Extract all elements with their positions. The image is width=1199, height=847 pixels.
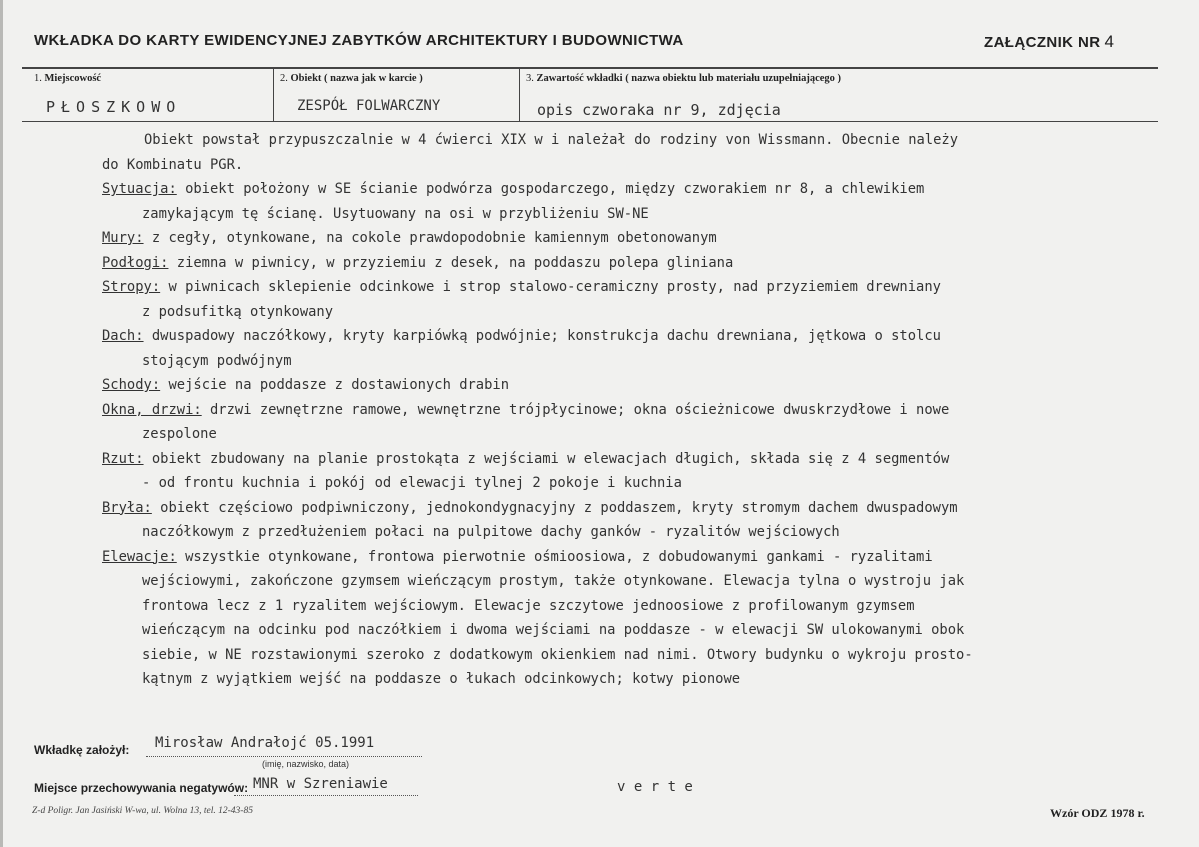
verte-note: v e r t e <box>617 779 693 795</box>
storage-dotted-line <box>234 795 418 796</box>
schody-text: wejście na poddasze z dostawionych drabin <box>160 377 510 393</box>
rzut-line-2: - od frontu kuchnia i pokój od elewacji tylnej 2 pokoje i kuchnia <box>142 475 682 491</box>
elewacje-text-1: wszystkie otynkowane, frontowa pierwotnie ośmioosiowa, z dobudowanymi gankami - ryzalitami <box>176 548 933 565</box>
sytuacja-heading: Sytuacja: <box>102 181 177 197</box>
bryla-text-1: obiekt częściowo podpiwniczony, jednokondygnacyjny z poddaszem, kryty stromym dachem dwuspadowym <box>151 499 958 516</box>
okna-heading: Okna, drzwi: <box>102 401 202 418</box>
field-1-num: 1. <box>34 73 42 84</box>
field-1-title: Miejscowość <box>44 73 102 84</box>
okna-line-2: zespolone <box>142 426 217 442</box>
rzut-text-1: obiekt zbudowany na planie prostokąta z wejściami w elewacjach długich, składa się z 4 segmentów <box>143 450 950 467</box>
printer-imprint: Z-d Poligr. Jan Jasiński W-wa, ul. Wolna 13, tel. 12-43-85 <box>32 806 253 816</box>
bryla-line-1 <box>102 496 1142 521</box>
author-label: Wkładkę założył: <box>34 743 130 757</box>
intro-line-2: do Kombinatu PGR. <box>102 156 244 173</box>
field-3-label <box>526 73 841 84</box>
mury-heading: Mury: <box>102 230 144 246</box>
rzut-heading: Rzut: <box>102 450 144 467</box>
rzut-line-1 <box>102 447 1142 472</box>
field-2-hint: ( nazwa jak w karcie ) <box>324 73 423 84</box>
table-top-rule <box>22 67 1158 69</box>
field-2-title: Obiekt <box>290 73 322 84</box>
okna-line-1 <box>102 398 1142 423</box>
elewacje-line-1 <box>102 545 1142 570</box>
dach-line-2: stojącym podwójnym <box>142 352 292 369</box>
schody-line <box>102 373 1142 398</box>
schody-heading: Schody: <box>102 377 161 393</box>
elewacje-line-5: siebie, w NE rozstawionymi szeroko z dodatkowym okienkiem nad nimi. Otwory budynku o wykroju prosto- <box>142 646 973 663</box>
stropy-heading: Stropy: <box>102 279 161 295</box>
stropy-line-1 <box>102 275 1142 300</box>
table-divider-2 <box>519 67 520 122</box>
bryla-heading: Bryła: <box>102 499 152 516</box>
mury-text: z cegły, otynkowane, na cokole prawdopodobnie kamiennym obetonowanym <box>143 230 717 246</box>
author-dotted-line <box>146 756 422 757</box>
intro-line-1: Obiekt powstał przypuszczalnie w 4 ćwierci XIX w i należał do rodziny von Wissmann. Obecnie należy <box>144 132 959 148</box>
podlogi-line <box>102 251 1142 276</box>
field-2-num: 2. <box>280 73 288 84</box>
field-2-label <box>280 73 423 84</box>
mury-line <box>102 226 1142 251</box>
dach-heading: Dach: <box>102 328 144 344</box>
dach-line-1 <box>102 324 1142 349</box>
field-1-label <box>34 73 101 84</box>
sytuacja-line-1 <box>102 177 1142 202</box>
stropy-line-2: z podsufitką otynkowany <box>142 303 334 320</box>
okna-text-1: drzwi zewnętrzne ramowe, wewnętrzne trójpłycinowe; okna ościeżnicowe dwuskrzydłowe i nowe <box>201 401 950 418</box>
podlogi-heading: Podłogi: <box>102 254 169 271</box>
table-bottom-rule <box>22 121 1158 122</box>
description-body <box>102 128 1142 692</box>
podlogi-text: ziemna w piwnicy, w przyziemiu z desek, na poddaszu polepa gliniana <box>168 254 734 271</box>
stropy-text-1: w piwnicach sklepienie odcinkowe i strop stalowo-ceramiczny prosty, nad przyziemiem drewniany <box>160 279 941 295</box>
bryla-line-2: naczółkowym z przedłużeniem połaci na pulpitowe dachy ganków - ryzalitów wejściowych <box>142 524 840 540</box>
storage-value: MNR w Szreniawie <box>253 776 388 792</box>
dach-text-1: dwuspadowy naczółkowy, kryty karpiówką podwójnie; konstrukcja dachu drewniana, jętkowa o stolcu <box>143 328 941 344</box>
attachment-number <box>984 32 1114 52</box>
card-edge <box>0 0 3 847</box>
form-template-id: Wzór ODZ 1978 r. <box>1050 806 1145 820</box>
sytuacja-line-2: zamykającym tę ścianę. Usytuowany na osi w przybliżeniu SW-NE <box>142 205 649 222</box>
locality-value: PŁOSZKOWO <box>46 98 182 116</box>
elewacje-line-3: frontowa lecz z 1 ryzalitem wejściowym. Elewacje szczytowe jednoosiowe z profilowanym gzymsem <box>142 597 915 614</box>
sytuacja-text-1: obiekt położony w SE ścianie podwórza gospodarczego, między czworakiem nr 8, a chlewikiem <box>176 181 925 197</box>
elewacje-line-2: wejściowymi, zakończone gzymsem wieńczącym prostym, także otynkowane. Elewacja tylna o wystroju jak <box>142 573 965 589</box>
field-3-title: Zawartość wkładki <box>536 73 623 84</box>
table-divider-1 <box>273 67 274 122</box>
storage-label: Miejsce przechowywania negatywów: <box>34 781 249 795</box>
field-3-num: 3. <box>526 73 534 84</box>
author-caption: (imię, nazwisko, data) <box>262 759 350 769</box>
attachment-label: ZAŁĄCZNIK NR <box>984 34 1101 51</box>
attachment-number-value: 4 <box>1104 32 1115 51</box>
card-title: WKŁADKA DO KARTY EWIDENCYJNEJ ZABYTKÓW ARCHITEKTURY I BUDOWNICTWA <box>34 32 684 49</box>
elewacje-line-6: kątnym z wyjątkiem wejść na poddasze o łukach odcinkowych; kotwy pionowe <box>142 671 741 687</box>
object-value: ZESPÓŁ FOLWARCZNY <box>297 98 441 114</box>
field-3-hint: ( nazwa obiektu lub materiału uzupełniającego ) <box>625 73 842 84</box>
elewacje-line-4: wieńczącym na odcinku pod naczółkiem i dwoma wejściami na poddasze - w elewacji SW ulokowanymi obok <box>142 622 965 638</box>
contents-value: opis czworaka nr 9, zdjęcia <box>537 101 781 119</box>
elewacje-heading: Elewacje: <box>102 548 177 565</box>
author-value: Mirosław Andrałojć 05.1991 <box>155 735 375 751</box>
